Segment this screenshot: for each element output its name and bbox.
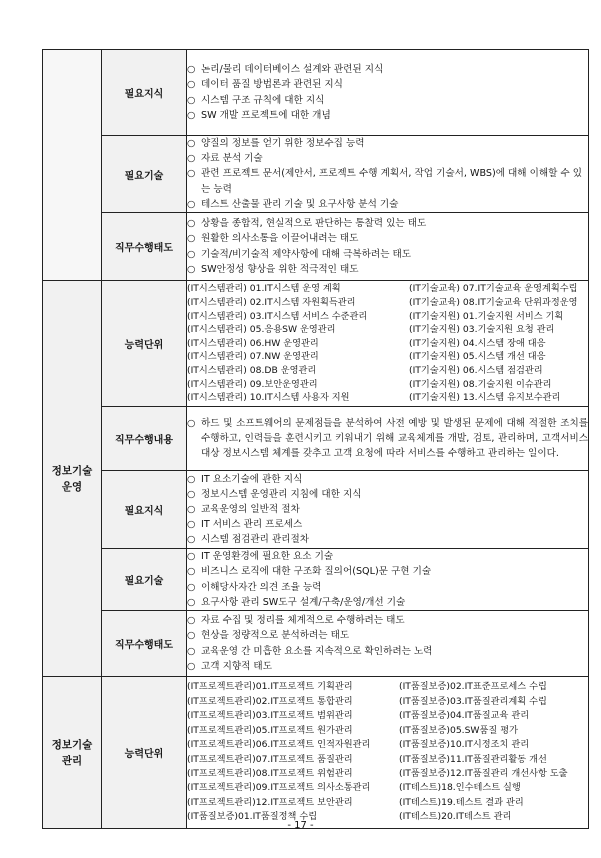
bullet-item [187,108,588,123]
bullet-item [187,487,588,502]
unit-item: (IT기술지원) 06.시스템 점검관리 [409,364,543,376]
duty-label: 직무수행내용 [102,407,187,471]
bullet-list [187,416,588,462]
bullet-item [187,151,588,166]
unit-item: (IT프로젝트관리)02.IT프로젝트 통합관리 [187,695,353,707]
skills-label: 필요기술 [102,549,187,611]
skills-list [187,549,589,611]
attitude-label: 직무수행태도 [102,611,187,677]
bullet-item [187,628,588,643]
bullet-list [187,613,588,674]
bullet-item [187,262,588,277]
units-list [187,281,589,407]
bullet-text: 현상을 정량적으로 분석하려는 태도 [201,630,350,642]
bullet-icon: ○ [187,581,196,593]
bullet-item [187,77,588,92]
unit-item: (IT시스템관리) 06.HW 운영관리 [187,337,319,349]
page-number: - 17 - [287,820,314,831]
duty-content [187,407,589,471]
bullet-item [187,532,588,547]
bullet-text: 교육운영의 일반적 절차 [201,503,300,515]
bullet-text: IT 요소기술에 관한 지식 [201,473,303,485]
unit-item: (IT프로젝트관리)09.IT프로젝트 의사소통관리 [187,782,371,794]
bullet-text: 시스템 점검관리 관리절차 [201,534,310,546]
unit-item: (IT시스템관리) 02.IT시스템 자원획득관리 [187,296,356,308]
skills-label: 필요기술 [102,136,187,213]
bullet-text: 정보시스템 운영관리 지침에 대한 지식 [201,488,362,500]
knowledge-label: 필요지식 [102,471,187,549]
bullet-icon: ○ [187,109,196,121]
unit-item: (IT품질보증)05.SW품질 평가 [399,724,518,736]
bullet-icon: ○ [187,645,196,657]
unit-item: (IT시스템관리) 05.응용SW 운영관리 [187,324,336,336]
bullet-icon: ○ [187,64,196,76]
bullet-icon: ○ [187,263,196,275]
bullet-icon: ○ [187,198,196,210]
bullet-icon: ○ [187,660,196,672]
bullet-item [187,197,588,212]
bullet-text: 이해당사자간 의견 조율 능력 [201,581,322,593]
bullet-icon: ○ [187,630,196,642]
bullet-icon: ○ [187,551,196,563]
bullet-icon: ○ [187,248,196,260]
bullet-text: 비즈니스 로직에 대한 구조화 질의어(SQL)문 구현 기술 [201,566,432,578]
category-management [43,677,102,829]
unit-item: (IT프로젝트관리)07.IT프로젝트 품질관리 [187,753,353,765]
bullet-icon: ○ [187,615,196,627]
bullet-text: 시스템 구조 규칙에 대한 지식 [201,94,325,106]
bullet-icon: ○ [187,153,196,165]
category-cell-continued [43,50,102,281]
unit-item: (IT시스템관리) 09.보안운영관리 [187,378,318,390]
knowledge-list [187,471,589,549]
bullet-icon: ○ [187,94,196,106]
attitude-list [187,611,589,677]
units-left-column [187,680,399,824]
bullet-item [187,595,588,610]
bullet-icon: ○ [187,488,196,500]
unit-item: (IT기술교육) 08.IT기술교육 단위과정운영 [409,296,578,308]
unit-item: (IT품질보증)03.IT품질관리계획 수립 [399,695,547,707]
unit-item: (IT기술지원) 08.기술지원 이슈관리 [409,378,552,390]
duty-text: 하드 및 소프트웨어의 문제점들을 분석하여 사전 예방 및 발생된 문제에 대해 적절한 조치를 수행하고, 인력들을 훈련시키고 키워내기 위해 교육체계를 개발, 검토, 관리하며, 고객서비스 대상 정보시스템 체계를 갖추고 고객 요청에 따라 서비스를 수행하고 관리하는 일이다. [201,417,588,460]
unit-item: (IT시스템관리) 08.DB 운영관리 [187,364,317,376]
units-right-column [399,680,588,824]
units-columns [187,680,588,824]
bullet-item [187,247,588,262]
bullet-item [187,613,588,628]
unit-item: (IT프로젝트관리)12.IT프로젝트 보안관리 [187,796,353,808]
category-management-label: 정보기술 관리 [51,738,93,767]
bullet-icon: ○ [187,503,196,515]
bullet-item [187,564,588,579]
attitude-list [187,213,589,281]
bullet-icon: ○ [187,168,196,180]
unit-item: (IT프로젝트관리)05.IT프로젝트 원가관리 [187,724,353,736]
bullet-text: 관련 프로젝트 문서(제안서, 프로젝트 수행 계획서, 작업 기술서, WBS)에 대해 이해할 수 있는 능력 [201,168,583,195]
bullet-text: 테스트 산출물 관리 기술 및 요구사항 분석 기술 [201,198,399,210]
unit-item: (IT시스템관리) 01.IT시스템 운영 계획 [187,283,341,295]
bullet-list [187,216,588,277]
bullet-list [187,549,588,610]
units-label: 능력단위 [102,677,187,829]
knowledge-label: 필요지식 [102,50,187,136]
duty-item [187,416,588,462]
unit-item: (IT시스템관리) 07.NW 운영관리 [187,351,319,363]
bullet-icon: ○ [187,218,196,230]
bullet-item [187,580,588,595]
bullet-list [187,136,588,212]
unit-item: (IT시스템관리) 10.IT시스템 사용자 지원 [187,392,350,404]
unit-item: (IT시스템관리) 03.IT시스템 서비스 수준관리 [187,310,368,322]
bullet-item [187,502,588,517]
unit-item: (IT품질보증)11.IT품질관리활동 개선 [399,753,547,765]
bullet-text: 요구사항 관리 SW도구 설계/구축/운영/개선 기술 [201,596,406,608]
unit-item: (IT프로젝트관리)08.IT프로젝트 위험관리 [187,767,353,779]
bullet-text: 상황을 종합적, 현실적으로 판단하는 통찰력 있는 태도 [201,218,427,230]
bullet-text: 고객 지향적 태도 [201,660,272,672]
units-label: 능력단위 [102,281,187,407]
bullet-icon: ○ [187,79,196,91]
bullet-text: 데이터 품질 방법론과 관련된 지식 [201,79,343,91]
bullet-text: 자료 분석 기술 [201,153,263,165]
unit-item: (IT품질보증)01.IT품질정책 수립 [187,811,318,823]
unit-item: (IT기술교육) 07.IT기술교육 운영계획수립 [409,283,578,295]
unit-item: (IT기술지원) 05.시스템 개선 대응 [409,351,546,363]
bullet-icon: ○ [187,138,196,149]
units-right-column [409,282,588,404]
bullet-text: IT 서비스 관리 프로세스 [201,519,303,531]
unit-item: (IT품질보증)10.IT시정조치 관리 [399,739,530,751]
bullet-item [187,93,588,108]
bullet-text: 양질의 정보를 얻기 위한 정보수집 능력 [201,138,365,149]
bullet-text: SW안정성 향상을 위한 적극적인 태도 [201,263,359,275]
bullet-item [187,62,588,77]
bullet-item [187,231,588,246]
bullet-item [187,166,588,196]
unit-item: (IT테스트)18.인수테스트 실행 [399,782,521,794]
unit-item: (IT품질보증)04.IT품질교육 관리 [399,710,530,722]
units-columns [187,282,588,404]
bullet-item [187,517,588,532]
unit-item: (IT품질보증)02.IT표준프로세스 수립 [399,681,547,693]
skills-list [187,136,589,213]
bullet-icon: ○ [187,473,196,485]
bullet-text: 논리/물리 데이터베이스 설계와 관련된 지식 [201,64,384,76]
bullet-icon: ○ [187,233,196,245]
unit-item: (IT기술지원) 13.시스템 유지보수관리 [409,392,561,404]
bullet-item [187,549,588,564]
bullet-item [187,472,588,487]
bullet-item [187,659,588,674]
unit-item: (IT기술지원) 03.기술지원 요청 관리 [409,324,555,336]
bullet-list [187,472,588,548]
bullet-text: 원활한 의사소통을 이끌어내려는 태도 [201,233,359,245]
bullet-text: 기술적/비기술적 제약사항에 대해 극복하려는 태도 [201,248,412,260]
category-operation-label: 정보기술 운영 [51,464,93,493]
bullet-icon: ○ [187,566,196,578]
unit-item: (IT프로젝트관리)06.IT프로젝트 인적자원관리 [187,739,371,751]
units-left-column [187,282,409,404]
unit-item: (IT프로젝트관리)03.IT프로젝트 범위관리 [187,710,353,722]
bullet-item [187,216,588,231]
units-list [187,677,589,829]
attitude-label: 직무수행태도 [102,213,187,281]
unit-item: (IT기술지원) 04.시스템 장애 대응 [409,337,546,349]
bullet-item [187,136,588,151]
bullet-text: SW 개발 프로젝트에 대한 개념 [201,109,331,121]
knowledge-list [187,50,589,136]
bullet-icon: ○ [187,519,196,531]
competency-table [42,49,589,829]
unit-item: (IT기술지원) 01.기술지원 서비스 기획 [409,310,564,322]
bullet-text: 교육운영 간 미흡한 요소를 지속적으로 확인하려는 노력 [201,645,433,657]
unit-item: (IT테스트)20.IT테스트 관리 [399,811,512,823]
category-operation [43,281,102,677]
bullet-text: IT 운영환경에 필요한 요소 기술 [201,551,334,563]
unit-item: (IT테스트)19.테스트 결과 관리 [399,796,524,808]
bullet-icon: ○ [187,534,196,546]
bullet-icon: ○ [187,417,196,429]
bullet-list [187,62,588,123]
unit-item: (IT품질보증)12.IT품질관리 개선사항 도출 [399,767,568,779]
bullet-icon: ○ [187,596,196,608]
unit-item: (IT프로젝트관리)01.IT프로젝트 기획관리 [187,681,353,693]
bullet-item [187,644,588,659]
bullet-text: 자료 수집 및 정리를 체계적으로 수행하려는 태도 [201,615,405,627]
